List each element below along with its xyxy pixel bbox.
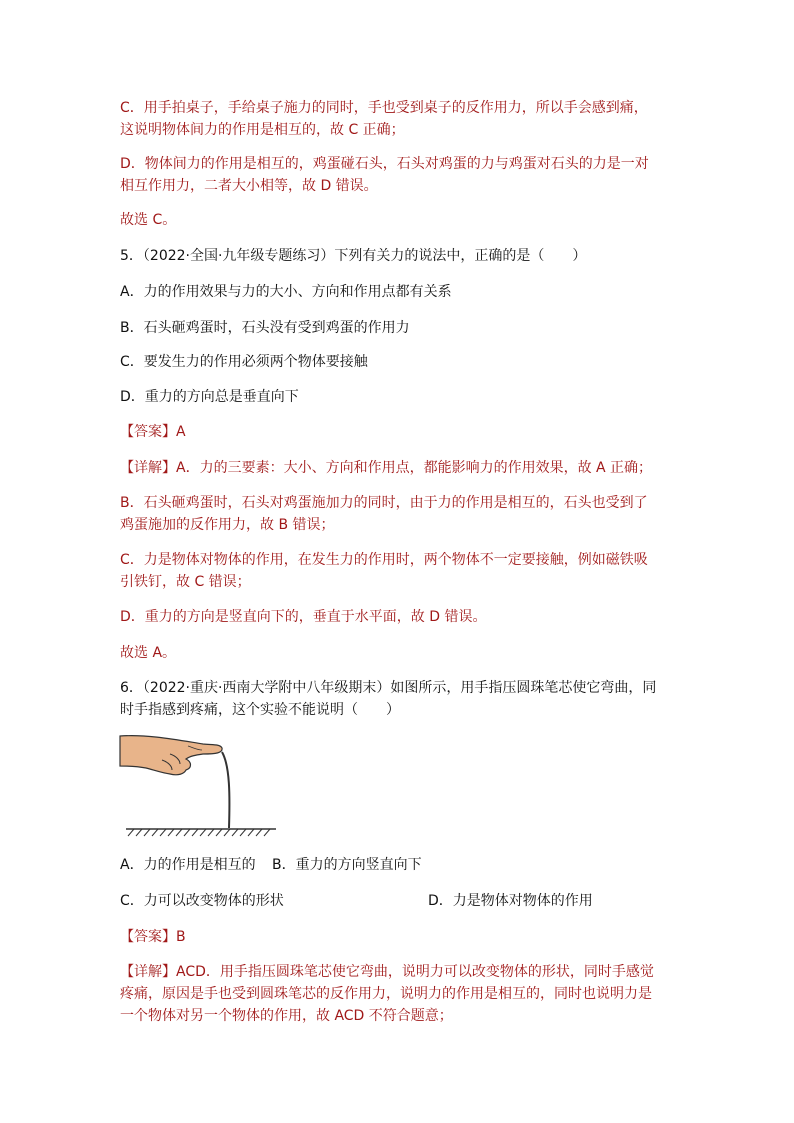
prev-option-c-line1: C．用手拍桌子，手给桌子施力的同时，手也受到桌子的反作用力，所以手会感到痛， — [120, 100, 648, 116]
prev-option-d-line1: D．物体间力的作用是相互的，鸡蛋碰石头，石头对鸡蛋的力与鸡蛋对石头的力是一对 — [120, 156, 649, 172]
q5-detail-b-line1: B．石头砸鸡蛋时，石头对鸡蛋施加力的同时，由于力的作用是相互的，石头也受到了 — [120, 495, 648, 511]
q6-option-b: B．重力的方向竖直向下 — [272, 857, 422, 873]
q6-detail-line1: 【详解】ACD．用手指压圆珠笔芯使它弯曲，说明力可以改变物体的形状，同时手感觉 — [120, 964, 654, 980]
q6-option-c: C．力可以改变物体的形状 — [120, 893, 284, 909]
q5-option-c: C．要发生力的作用必须两个物体要接触 — [120, 354, 368, 370]
q5-detail-c-line1: C．力是物体对物体的作用，在发生力的作用时，两个物体不一定要接触，例如磁铁吸 — [120, 552, 648, 568]
prev-option-d-line2: 相互作用力，二者大小相等，故 D 错误。 — [120, 178, 378, 194]
q6-answer: 【答案】B — [120, 929, 186, 945]
q5-choice: 故选 A。 — [120, 645, 177, 661]
q5-option-d: D．重力的方向总是垂直向下 — [120, 389, 299, 405]
prev-option-c-line2: 这说明物体间力的作用是相互的，故 C 正确； — [120, 122, 405, 138]
q5-option-b: B．石头砸鸡蛋时，石头没有受到鸡蛋的作用力 — [120, 320, 410, 336]
finger-pressing-pen-refill-illustration — [118, 726, 283, 841]
q6-stem-line1: 6．（2022·重庆·西南大学附中八年级期末）如图所示，用手指压圆珠笔芯使它弯曲，同 — [120, 680, 657, 696]
q5-detail-a: 【详解】A．力的三要素：大小、方向和作用点，都能影响力的作用效果，故 A 正确； — [120, 460, 653, 476]
q6-option-d: D．力是物体对物体的作用 — [428, 893, 593, 909]
q6-option-a: A．力的作用是相互的 — [120, 857, 256, 873]
q5-detail-c-line2: 引铁钉，故 C 错误； — [120, 574, 251, 590]
q5-option-a: A．力的作用效果与力的大小、方向和作用点都有关系 — [120, 284, 452, 300]
q5-answer: 【答案】A — [120, 424, 186, 440]
q6-detail-line3: 一个物体对另一个物体的作用，故 ACD 不符合题意； — [120, 1008, 453, 1024]
q5-detail-d: D．重力的方向是竖直向下的，垂直于水平面，故 D 错误。 — [120, 609, 487, 625]
q6-detail-line2: 疼痛，原因是手也受到圆珠笔芯的反作用力，说明力的作用是相互的，同时也说明力是 — [120, 986, 652, 1002]
prev-choice: 故选 C。 — [120, 212, 177, 228]
q5-detail-b-line2: 鸡蛋施加的反作用力，故 B 错误； — [120, 517, 335, 533]
q6-stem-line2: 时手指感到疼痛，这个实验不能说明（ ） — [120, 702, 400, 718]
q5-stem: 5．（2022·全国·九年级专题练习）下列有关力的说法中，正确的是（ ） — [120, 248, 587, 264]
